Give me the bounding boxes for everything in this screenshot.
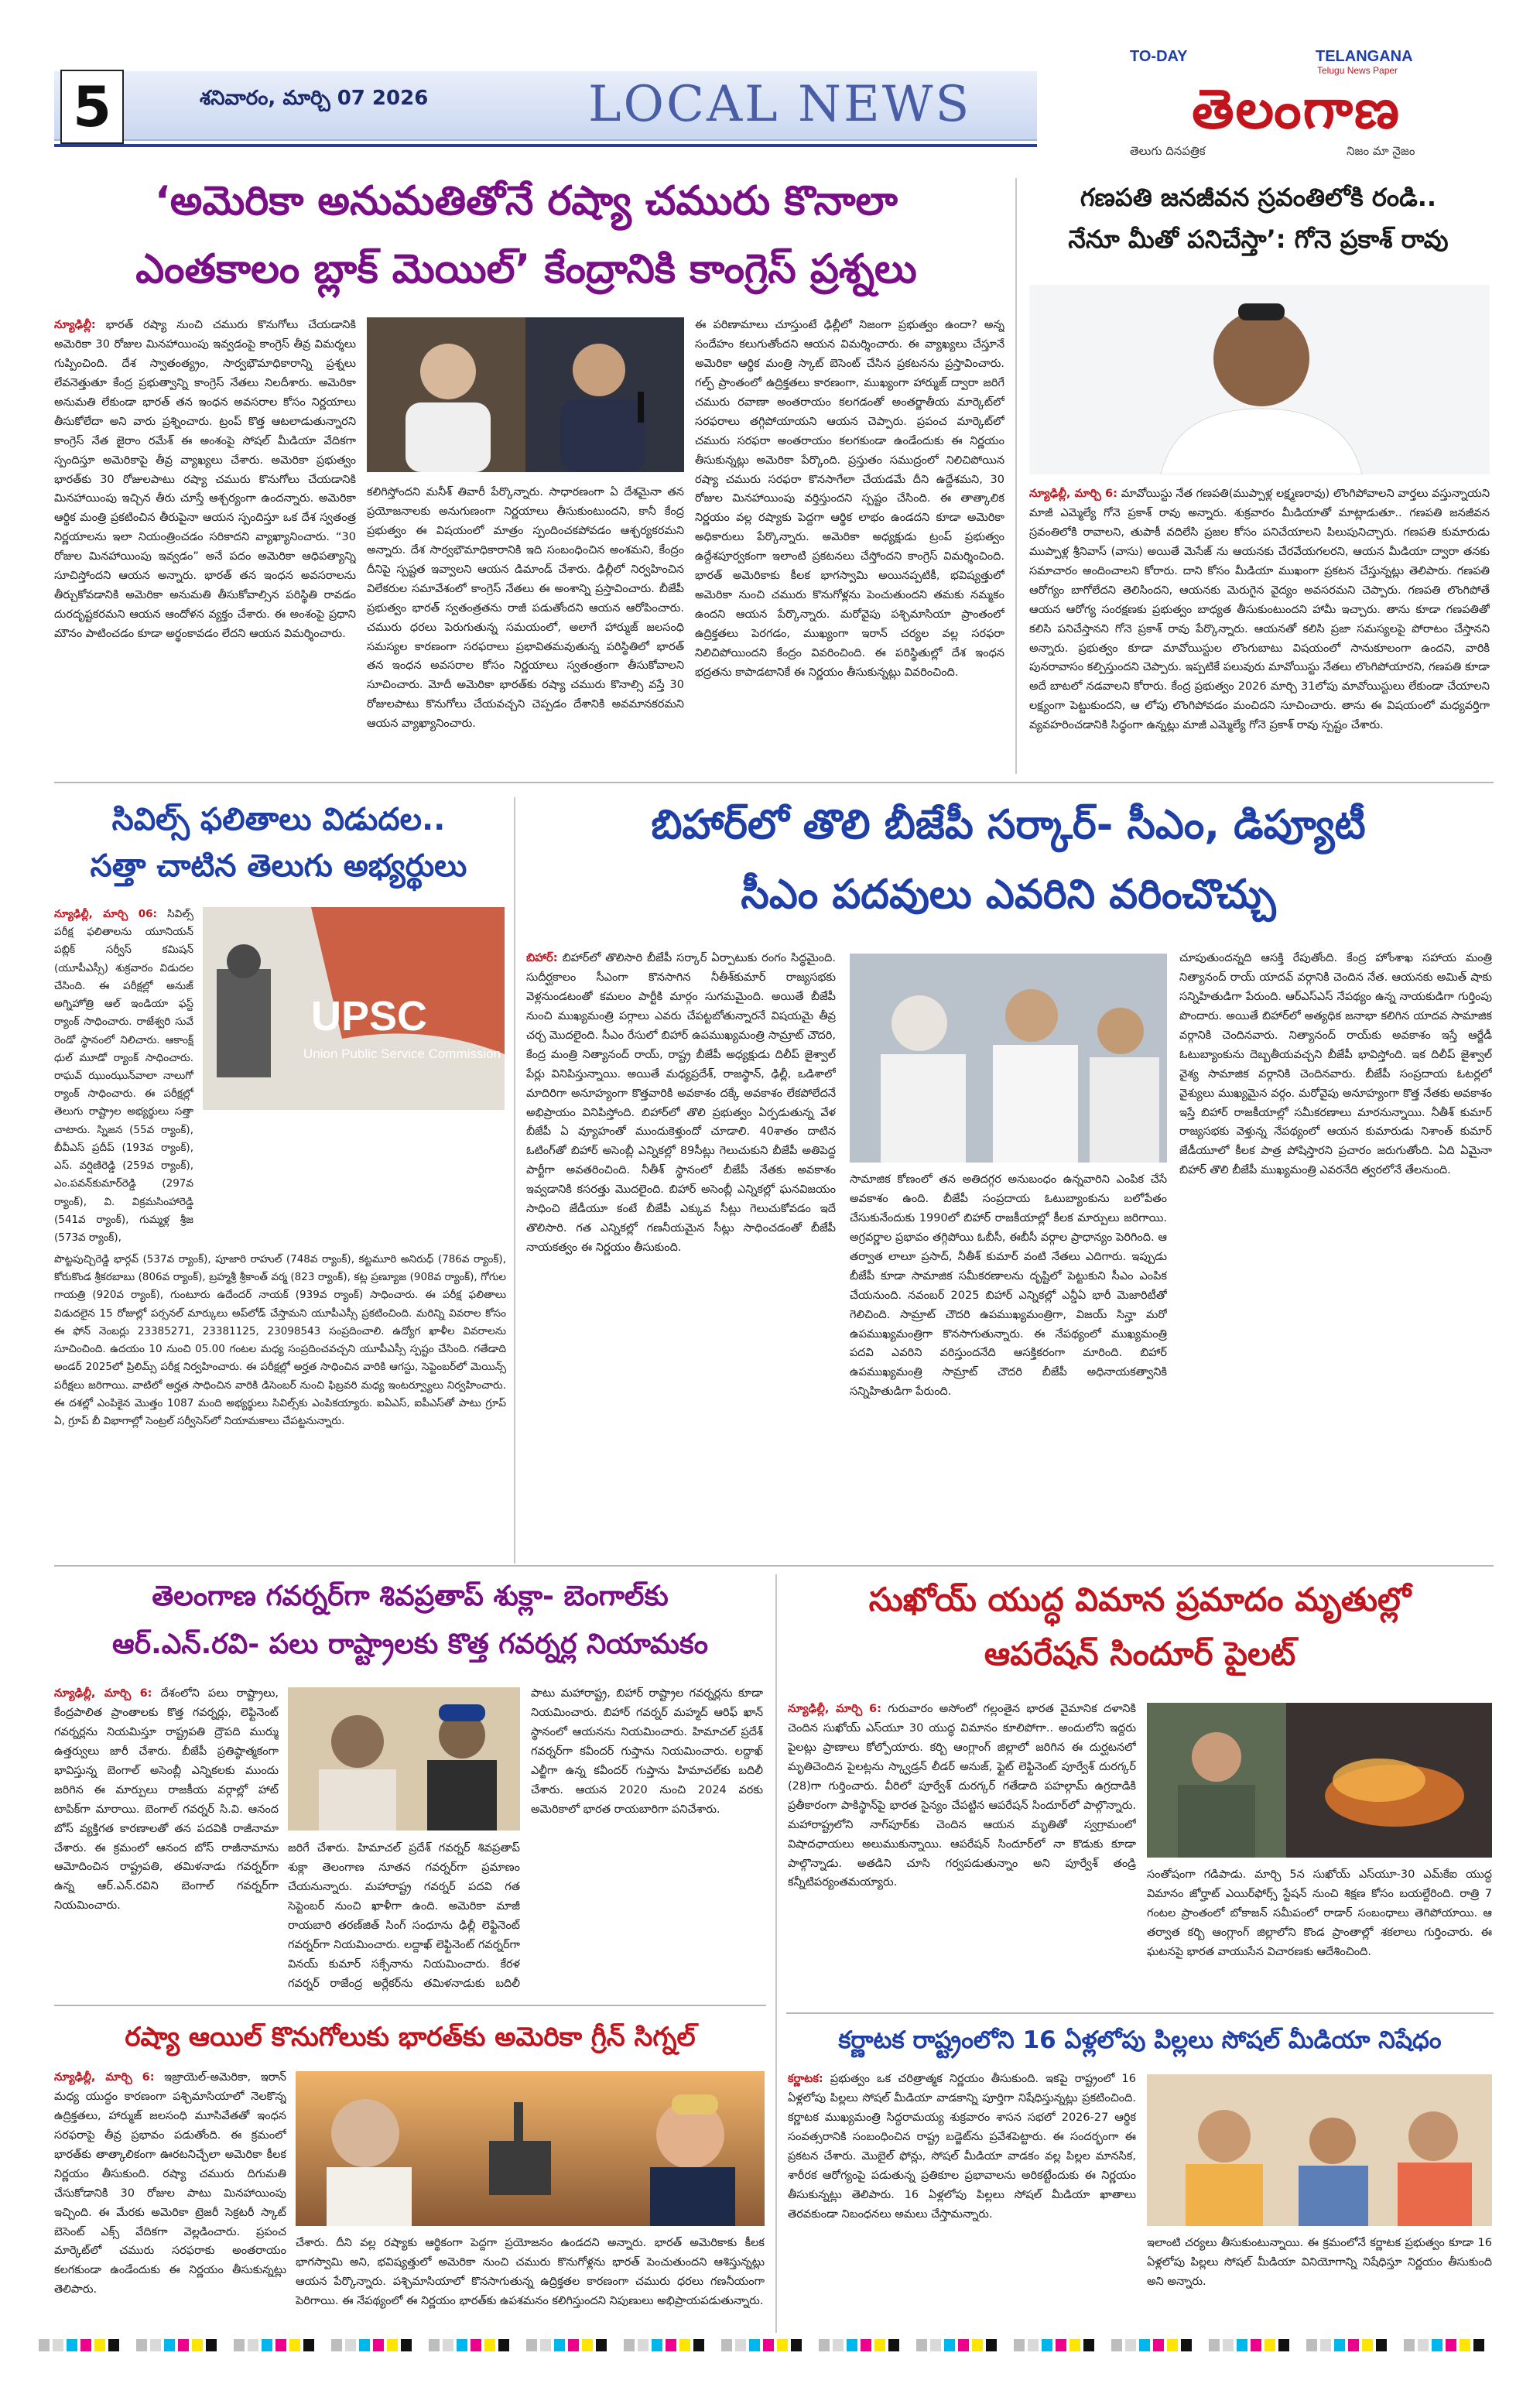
registration-swatch [1306, 2339, 1317, 2351]
registration-swatch [80, 2339, 91, 2351]
registration-swatch [498, 2339, 509, 2351]
governor-photo [288, 1687, 520, 1830]
president-governors-photo [288, 1687, 520, 1830]
registration-swatch [345, 2339, 356, 2351]
registration-swatch [1390, 2339, 1401, 2351]
registration-swatch [303, 2339, 314, 2351]
sukhoi-headline-1: సుఖోయ్ యుద్ధ విమాన ప్రమాదం మృతుల్లో [868, 1580, 1412, 1618]
section-title: LOCAL NEWS [588, 76, 972, 133]
registration-swatch [624, 2339, 635, 2351]
russia-oil-col2 [367, 483, 684, 772]
registration-swatch [819, 2339, 830, 2351]
upsc-logo-sub: Union Public Service Commission [303, 1046, 501, 1061]
registration-swatch [777, 2339, 788, 2351]
registration-swatch [471, 2339, 481, 2351]
oil-signal-col2-text: చేశారు. దీని వల్ల రష్యాకు ఆర్థికంగా పెద్దగా ప్రయోజనం ఉండదని అన్నారు. భారత్ అమెరికాకు కీలక భాగస్వామి అని, భవిష్యత్తులో అమెరికా నుంచి చమురు కొనుగోళ్లను భారత్ పెంచుతుందని ఆశిస్తున్నట్లు ఆయన పేర్కొన్నారు. పశ్చిమాసియాలో కొనసాగుతున్న ఉద్రిక్తతల కారణంగా చమురు ధరలు గణనీయంగా పెరిగాయి. ఈ నేపథ్యంలో ఈ నిర్ణయం భారత్‌కు ఉపశమనం కలిగిస్తుందని నిపుణులు అభిప్రాయపడుతున్నారు. [296, 2237, 765, 2307]
registration-swatch [1153, 2339, 1164, 2351]
registration-swatch [972, 2339, 983, 2351]
ganapathi-photo [1029, 285, 1490, 474]
registration-swatch [359, 2339, 370, 2351]
registration-swatch [206, 2339, 217, 2351]
registration-swatch [874, 2339, 885, 2351]
registration-swatch [554, 2339, 565, 2351]
governor-col3-text: పాటు మహారాష్ట్ర, బిహార్ రాష్ట్రాల గవర్నర్లను కూడా నియమించారు. బిహార్ గవర్నర్ మహ్మద్ ఆరిఫ్ ఖాన్ స్థానంలో ఆయనను నియమించారు. హిమాచల్ ప్రదేశ్ గవర్నర్‌గా కవీందర్ గుప్తాను నియమించారు. లద్దాఖ్ ఎల్జీగా ఉన్న కవీందర్ గుప్తాను హిమాచల్‌కు బదిలీ చేశారు. ఆయన 2020 నుంచి 2024 వరకు అమెరికాలో భారత రాయబారిగా పనిచేశారు. [531, 1687, 763, 1816]
registration-swatch [1028, 2339, 1039, 2351]
registration-swatch [512, 2339, 523, 2351]
registration-swatch [902, 2339, 913, 2351]
children-phones-photo [1147, 2074, 1492, 2226]
pilot-crash-photo [1147, 1703, 1492, 1858]
modi-trump-oil-rig-photo [296, 2071, 765, 2226]
sukhoi-col2 [1147, 1865, 1492, 2005]
registration-swatch [387, 2339, 398, 2351]
registration-swatch [958, 2339, 969, 2351]
russia-oil-photo [367, 317, 684, 472]
bihar-col2 [850, 1170, 1167, 1557]
section-divider [54, 1565, 1494, 1567]
bihar-col2-text: సామాజిక కోణంలో తన అతిదగ్గర అనుబంధం ఉన్నవారిని ఎంపిక చేసే అవకాశం ఉంది. బీజేపీ సంప్రదాయ ఓటుబ్యాంకును బలోపేతం చేసుకునేందుకు 1990లో బిహార్ రాజకీయాల్లో కీలక మార్పులు జరిగాయి. అగ్రవర్ణాల ప్రభావం తగ్గిపోయి ఓబీసీ, ఈబీసీ వర్గాల ప్రాధాన్యం పెరిగింది. ఆ తర్వాత లాలూ ప్రసాద్, నీతీశ్ కుమార్ వంటి నేతలు ఎదిగారు. ఇప్పుడు బీజేపీ కూడా సామాజిక సమీకరణాలను దృష్టిలో పెట్టుకుని సీఎం ఎంపిక చేయనుంది. నవంబర్ 2025 బిహార్ ఎన్నికల్లో ఎన్డీఏ భారీ మెజారిటీతో గెలిచింది. సామ్రాట్ చౌదరి ఉపముఖ్యమంత్రిగా, విజయ్ సిన్హా మరో ఉపముఖ్యమంత్రిగా కొనసాగుతున్నారు. ఈ నేపథ్యంలో ముఖ్యమంత్రి పదవి ఎవరిని వరిస్తుందనేది ఆసక్తికరంగా మారింది. బిహార్ ఉపముఖ్యమంత్రి సామ్రాట్ చౌదరి బీజేపీ అధినాయకత్వానికి సన్నిహితుడిగా పేరుంది. [850, 1173, 1167, 1399]
oil-signal-headline: రష్యా ఆయిల్ కొనుగోలుకు భారత్‌కు అమెరికా గ్రీన్ సిగ్నల్ [125, 2022, 696, 2053]
registration-swatch [1265, 2339, 1275, 2351]
oil-signal-col1-text: ఇజ్రాయెల్-అమెరికా, ఇరాన్ మధ్య యుద్ధం కారణంగా పశ్చిమాసియాలో నెలకొన్న ఉద్రిక్తతలు, హార్ముజ్ జలసంధి మూసివేతతో ఇంధన సరఫరాపై తీవ్ర ప్రభావం పడుతోంది. ఈ క్రమంలో భారత్‌కు తాత్కాలికంగా ఊరటనిచ్చేలా అమెరికా కీలక నిర్ణయం తీసుకుంది. రష్యా చమురు దిగుమతి చేసుకోడానికి 30 రోజుల పాటు మినహాయింపు ఇచ్చింది. ఈ మేరకు అమెరికా ట్రెజరీ సెక్రటరీ స్కాట్ బెసెంట్ ఎక్స్ వేదికగా వెల్లడించారు. ప్రపంచ మార్కెట్‌లో చమురు సరఫరాకు అంతరాయం కలగకుండా ఉండేందుకు ఈ నిర్ణయం తీసుకున్నట్లు తెలిపారు. [54, 2071, 286, 2296]
print-color-bar [39, 2339, 1501, 2351]
registration-swatch [610, 2339, 621, 2351]
registration-swatch [1446, 2339, 1456, 2351]
registration-swatch [1460, 2339, 1470, 2351]
bihar-col3 [1179, 949, 1492, 1557]
registration-swatch [234, 2339, 245, 2351]
registration-swatch [1097, 2339, 1108, 2351]
registration-swatch [1209, 2339, 1220, 2351]
registration-swatch [1042, 2339, 1052, 2351]
bihar-col1 [526, 949, 836, 1557]
registration-swatch [1167, 2339, 1178, 2351]
registration-swatch [1014, 2339, 1025, 2351]
registration-swatch [53, 2339, 63, 2351]
bihar-headline-2: సీఎం పదవులు ఎవరిని వరించొచ్చు [741, 872, 1276, 918]
masthead-logo [1114, 48, 1486, 164]
masthead-brand-small: TELANGANA [1316, 48, 1413, 65]
registration-swatch [1139, 2339, 1150, 2351]
oil-signal-col1 [54, 2068, 286, 2331]
registration-swatch [192, 2339, 203, 2351]
page-number: 5 [60, 70, 124, 144]
registration-swatch [484, 2339, 495, 2351]
registration-swatch [150, 2339, 161, 2351]
registration-swatch [429, 2339, 440, 2351]
registration-swatch [443, 2339, 453, 2351]
column-divider [1015, 178, 1017, 774]
registration-swatch [1404, 2339, 1415, 2351]
registration-swatch [916, 2339, 927, 2351]
bihar-col1-text: బిహార్‌లో తొలిసారి బీజేపీ సర్కార్ ఏర్పాటుకు రంగం సిద్ధమైంది. సుదీర్ఘకాలం సీఎంగా కొనసాగిన నీతీశ్‌కుమార్ రాజ్యసభకు వెళ్లనుండటంతో కమలం పార్టీకి మార్గం సుగమమైంది. అయితే బీజేపీ నుంచి ముఖ్యమంత్రి పగ్గాలు ఎవరు చేపట్టబోతున్నారనే విషయమై తీవ్ర చర్చ మొదలైంది. సీఎం రేసులో బిహార్ ఉపముఖ్యమంత్రి సామ్రాట్ చౌదరి, కేంద్ర మంత్రి నిత్యానంద్ రాయ్, రాష్ట్ర బీజేపీ అధ్యక్షుడు దిలీప్ జైశ్వాల్ పేర్లు వినిపిస్తున్నాయి. అయితే మధ్యప్రదేశ్, రాజస్థాన్, ఢిల్లీ, ఒడిశాలో మాదిరిగా అనూహ్యంగా కొత్తవారికి అవకాశం దక్కే అవకాశం లేకపోలేదనే అభిప్రాయం వినిపిస్తోంది. బిహార్‌లో తొలి ప్రభుత్వం ఏర్పడుతున్న వేళ బీజేపీ ఏ వ్యూహంతో ముందుకెళ్తుందో చూడాలి. 40శాతం దాటిన ఓటింగ్‌తో బిహార్ అసెంబ్లీ ఎన్నికల్లో 89సీట్లు గెలుచుకుని బీజేపీ అతిపెద్ద పార్టీగా అవతరించింది. నీతీశ్ స్థానంలో బీజేపీ నేతకు అవకాశం ఇవ్వడానికి కసరత్తు మొదలైంది. బిహార్ అసెంబ్లీ ఎన్నికల్లో ఘనవిజయం సాధించి జేడీయూ కంటే బీజేపీ ఎక్కువ సీట్లు గెలుచుకోవడం ఇదే తొలిసారి. గత ఎన్నికల్లో గణనీయమైన సీట్లు సాధించడంతో బీజేపీ నాయకత్వం ఈ నిర్ణయం తీసుకుంది. [526, 952, 836, 1255]
governor-col1 [54, 1684, 279, 1994]
ganapathi-headline-2: నేనూ మీతో పనిచేస్తా’: గోనె ప్రకాశ్ రావు [1068, 224, 1449, 254]
karnataka-col1 [788, 2070, 1136, 2333]
sukhoi-headline-2: ఆపరేషన్ సిందూర్ పైలట్ [984, 1635, 1296, 1673]
registration-swatch [1473, 2339, 1484, 2351]
registration-swatch [1251, 2339, 1261, 2351]
civils-headline-1: సివిల్స్ ఫలితాలు విడుదల.. [111, 802, 446, 837]
masthead-tagline: Telugu News Paper [1317, 65, 1398, 76]
masthead-title: తెలంగాణ [1192, 77, 1401, 141]
registration-swatch [415, 2339, 426, 2351]
registration-swatch [526, 2339, 537, 2351]
registration-swatch [178, 2339, 189, 2351]
registration-swatch [888, 2339, 899, 2351]
registration-swatch [1376, 2339, 1387, 2351]
governor-headline-2: ఆర్.ఎన్.రవి- పలు రాష్ట్రాలకు కొత్త గవర్నర్ల నియామకం [112, 1628, 708, 1660]
civils-body-bottom-text: పొట్టపుచ్చిరెడ్డి భార్గవ్ (537వ ర్యాంక్), పూజారి రాహుల్ (748వ ర్యాంక్), కట్టమూరి అనిరుధ్ (786వ ర్యాంక్), కోరుకొండ శ్రీకరబాబు (806వ ర్యాంక్), బ్రహ్మశ్రీ శ్రీకాంత్ వర్మ (823 ర్యాంక్), కట్ల ప్రణ్యూజ (908వ ర్యాంక్), గోగుల గాయత్రి (920వ ర్యాంక్), గుంటూరు ఉదేందర్ నాయక్ (939వ ర్యాంక్) సాధించారు. ఈ పరీక్ష ఫలితాలు విడుదలైన 15 రోజుల్లో పర్సనల్ మార్కులు అప్‌లోడ్ చేస్తామని యూపీఎస్సీ ప్రకటించింది. మరిన్ని వివరాల కోసం ఈ ఫోన్ నెంబర్లు 23385271, 23381125, 23098543 సంప్రదించాలి. ఉద్యోగ ఖాళీల వివరాలను సూచించింది. ఉదయం 10 నుంచి 05.00 గంటల మధ్య సంప్రదించవచ్చని యూపీఎస్సీ స్పష్టం చేసింది. గతేడాది అండర్ 2025లో ప్రిలిమ్స్ పరీక్ష నిర్వహించారు. ఈ పరీక్షల్లో అర్హత సాధించిన వారికి ఆగస్టు, సెప్టెంబర్‌లో మెయిన్స్ పరీక్షలు జరిగాయి. వాటిలో అర్హత సాధించిన వారికి డిసెంబర్ నుంచి ఫిబ్రవరి మధ్య ఇంటర్వ్యూలు నిర్వహించారు. ఈ దశల్లో ఎంపికైన మొత్తం 1087 మంది అభ్యర్థులు సివిల్స్‌కు ఎంపికయ్యారు. ఐఏఎస్, ఐపీఎస్‌తో పాటు గ్రూప్ ఏ, గ్రూప్ బీ విభాగాల్లో సెంట్రల్ సర్వీసెస్‌లో నియామకాలు చేపట్టనున్నారు. [54, 1253, 506, 1427]
karnataka-headline: కర్ణాటక రాష్ట్రంలోని 16 ఏళ్లలోపు పిల్లలు సోషల్ మీడియా నిషేధం [838, 2026, 1442, 2054]
masthead-sub-left: తెలుగు దినపత్రిక [1130, 144, 1206, 158]
ganapathi-text: మావోయిస్టు నేత గణపతి(ముప్పాళ్ల లక్ష్మణరావు) లొంగిపోవాలని వార్తలు వస్తున్నాయని మాజీ ఎమ్మెల్యే గోనె ప్రకాశ్ రావు అన్నారు. శుక్రవారం మీడియాతో మాట్లాడుతూ.. గణపతి జనజీవన స్రవంతిలోకి రావాలని, తుపాకీ వదిలేసి ప్రజల కోసం పనిచేయాలని పిలుపునిచ్చారు. గణపతి కుమారుడు ముప్పాళ్ల శ్రీనివాస్ (వాసు) అయితే మెసేజ్ ను ఆయనకు చేరవేయగలరని, ఆయన మీడియా ద్వారా తనకు సమాచారం అందించాలని కోరారు. దాని కోసం మీడియా ముఖంగా ప్రకటన చేస్తున్నట్లు తెలిపారు. గణపతి ఆరోగ్యం బాగోలేదని తెలిసిందని, ఆయనకు మెరుగైన వైద్యం అవసరమని చెప్పారు. గణపతి లొంగిపోతే ఆయన ఆరోగ్య సంరక్షణకు ప్రభుత్వం బాధ్యత తీసుకుంటుందని హామీ ఇచ్చారు. తాను కూడా గణపతితో కలిసి పనిచేస్తానని గోనె ప్రకాశ్ రావు పేర్కొన్నారు. ఆయనతో కలిసి ప్రజా సమస్యలపై పోరాటం చేస్తానని అన్నారు. ప్రభుత్వం కూడా మావోయిస్టుల లొంగుబాటు విషయంలో సానుకూలంగా ఉందని, వారికి పునరావాసం కల్పిస్తుందని చెప్పారు. ఇప్పటికే పలువురు మావోయిస్టు నేతలు లొంగిపోయారని, గణపతి కూడా అదే బాటలో నడవాలని కోరారు. కేంద్ర ప్రభుత్వం 2026 మార్చి 31లోపు మావోయిస్టులు లేకుండా చేయాలని లక్ష్యంగా పెట్టుకుందని, ఆ లోపు లొంగిపోవడం మంచిదని సూచించారు. తాను ఈ విషయంలో మధ్యవర్తిగా వ్యవహరించడానికి సిద్ధంగా ఉన్నట్లు మాజీ ఎమ్మెల్యే గోనె ప్రకాశ్ రావు స్పష్టం చేశారు. [1029, 488, 1490, 732]
registration-swatch [847, 2339, 857, 2351]
registration-swatch [1334, 2339, 1345, 2351]
oil-signal-dateline: న్యూఢిల్లీ, మార్చి 6: [54, 2071, 155, 2084]
registration-swatch [317, 2339, 328, 2351]
oil-signal-col2 [296, 2234, 765, 2333]
civils-body-top-text: సివిల్స్ పరీక్ష ఫలితాలను యూనియన్ పబ్లిక్ సర్వీస్ కమిషన్ (యూపీఎస్సీ) శుక్రవారం విడుదల చేసింది. ఈ పరీక్షల్లో అనుజ్ అగ్నిహోత్రి ఆల్ ఇండియా ఫస్ట్ ర్యాంక్ సాధించారు. రాజేశ్వరి సువే రెండో స్థానంలో నిలిచారు. ఆకాంక్ష్ ధుల్ మూడో ర్యాంక్ సాధించారు. రాఘవ్ ఝుంఝున్‌వాలా నాలుగో ర్యాంక్ సాధించారు. ఈ పరీక్షల్లో తెలుగు రాష్ట్రాల అభ్యర్థులు సత్తా చాటారు. స్నిజన (55వ ర్యాంక్), బీవీఎస్ ప్రదీప్ (193వ ర్యాంక్), ఎస్. వర్షిణిరెడ్డి (259వ ర్యాంక్), ఎం.పవన్‌కుమార్‌రెడ్డి (297వ ర్యాంక్), వి. విక్రమసింహారెడ్డి (541వ ర్యాంక్), గుమ్మళ్ల శ్రీజ (573వ ర్యాంక్), [54, 908, 193, 1244]
registration-swatch [275, 2339, 286, 2351]
registration-swatch [94, 2339, 105, 2351]
registration-swatch [331, 2339, 342, 2351]
registration-swatch [1125, 2339, 1136, 2351]
karnataka-dateline: కర్ణాటక: [788, 2073, 823, 2085]
russia-oil-col3 [695, 316, 1004, 772]
registration-swatch [1181, 2339, 1192, 2351]
registration-swatch [707, 2339, 718, 2351]
registration-swatch [108, 2339, 119, 2351]
registration-swatch [1278, 2339, 1289, 2351]
registration-swatch [1237, 2339, 1247, 2351]
ganapathi-body [1029, 485, 1490, 772]
registration-swatch [568, 2339, 579, 2351]
ganapathi-headline-1: గణపతి జనజీవన స్రవంతిలోకి రండి.. [1080, 183, 1437, 212]
gone-prakash-rao-photo [1029, 285, 1490, 474]
registration-swatch [1111, 2339, 1122, 2351]
masthead-sub-right: నిజం మా నైజం [1347, 144, 1415, 158]
bihar-headline-1: బిహార్‌లో తొలి బీజేపీ సర్కార్- సీఎం, డిప్యూటీ [651, 802, 1366, 848]
registration-swatch [401, 2339, 412, 2351]
section-divider [54, 782, 1494, 783]
registration-swatch [652, 2339, 662, 2351]
registration-swatch [596, 2339, 607, 2351]
civils-dateline: న్యూఢిల్లీ, మార్చి 06: [54, 908, 157, 920]
registration-swatch [373, 2339, 384, 2351]
governor-col2-text: జరిగే చేశారు. హిమాచల్ ప్రదేశ్ గవర్నర్ శివప్రతాప్ శుక్లా తెలంగాణ నూతన గవర్నర్‌గా ప్రమాణం చేయనున్నారు. మహారాష్ట్ర గవర్నర్ పదవి గత సెప్టెంబర్ నుంచి ఖాళీగా ఉంది. అమెరికా మాజీ రాయబారి తరణ్‌జిత్ సింగ్ సంధూను ఢిల్లీ లెఫ్టినెంట్ గవర్నర్‌గా నియమించారు. లద్దాఖ్ లెఫ్టినెంట్ గవర్నర్‌గా వినయ్ కుమార్ సక్సేనాను నియమించారు. కేరళ గవర్నర్ రాజేంద్ర అర్లేకర్‌ను తమిళనాడుకు బదిలీ [288, 1842, 520, 1990]
sukhoi-dateline: న్యూఢిల్లీ, మార్చి 6: [788, 1703, 881, 1715]
registration-swatch [1418, 2339, 1429, 2351]
registration-swatch [666, 2339, 676, 2351]
issue-date: శనివారం, మార్చి 07 2026 [200, 87, 429, 110]
sukhoi-col2-text: సంతోషంగా గడిపాడు. మార్చి 5న సుఖోయ్ ఎస్‌యూ-30 ఎమ్‌కేఐ యుద్ధ విమానం జోర్హాట్ ఎయిర్‌ఫోర్స్ స్టేషన్ నుంచి శిక్షణ కోసం బయల్దేరింది. రాత్రి 7 గంటల ప్రాంతంలో బోకాజన్ సమీపంలో రాడార్ సంబంధాలు తెగిపోయాయి. ఆ తర్వాత కర్బి ఆంగ్లాంగ్ జిల్లాలోని కొండ ప్రాంతాల్లో శకలాలు గుర్తించారు. ఈ ఘటనపై భారత వాయుసేన విచారణకు ఆదేశించింది. [1147, 1868, 1492, 1958]
registration-swatch [805, 2339, 816, 2351]
russia-oil-col1-text: భారత్ రష్యా నుంచి చమురు కొనుగోలు చేయడానికి అమెరికా 30 రోజుల మినహాయింపు ఇవ్వడంపై కాంగ్రెస్ తీవ్ర విమర్శలు గుప్పించింది. దేశ స్వాతంత్య్రం, సార్వభౌమాధికారాన్ని ప్రశ్నలు లేవనెత్తుతూ కేంద్ర ప్రభుత్వాన్ని కాంగ్రెస్ నేతలు నిలదీశారు. అమెరికా అనుమతి లేకుండా భారత్ తన ఇంధన అవసరాల కోసం నిర్ణయాలు తీసుకోలేదా అని వారు ప్రశ్నించారు. ట్రంప్ కొత్త ఆటలాడుతున్నారని కాంగ్రెస్ నేత జైరాం రమేశ్ ఈ అంశంపై సోషల్ మీడియా వేదికగా స్పందిస్తూ అమెరికాపై తీవ్ర వ్యాఖ్యలు చేశారు. అమెరికా ప్రభుత్వం భారత్‌కు 30 రోజులపాటు రష్యా చమురు కొనుగోలు చేయడానికి మినహాయింపు ఇచ్చిన తీరు చూస్తే ఆశ్చర్యంగా ఉందన్నారు. అమెరికా ఆర్థిక మంత్రి ప్రకటించిన తీరుపైనా ఆయన స్పందిస్తూ ఒక దేశ స్వతంత్ర నిర్ణయాలను ఇలా నియంత్రించడం సరికాదని వ్యాఖ్యానించారు. “30 రోజుల మినహాయింపు ఇవ్వడం” అనే పదం అమెరికా ఆధిపత్యాన్ని సూచిస్తోందని ఆయన అన్నారు. భారత్ తన ఇంధన అవసరాలను తీర్చుకోవడానికి అమెరికా అనుమతి తీసుకోవాల్సిన పరిస్థితి రావడం దురదృష్టకరమని ఆయన ఆందోళన వ్యక్తం చేశారు. ఈ అంశంపై ప్రధాని మౌనం పాటించడం కూడా అర్థంకావడం లేదని ఆయన విమర్శించారు. [54, 319, 356, 640]
registration-swatch [1083, 2339, 1094, 2351]
governor-headline-1: తెలంగాణ గవర్నర్‌గా శివప్రతాప్ శుక్లా- బెంగాల్‌కు [152, 1580, 669, 1612]
registration-swatch [248, 2339, 258, 2351]
ganapathi-dateline: న్యూఢిల్లీ, మార్చి 6: [1029, 488, 1117, 500]
sukhoi-col1-text: గురువారం అసోంలో గల్లంతైన భారత వైమానిక దళానికి చెందిన సుఖోయ్ ఎస్‌యూ 30 యుద్ధ విమానం కూలిపోగా.. అందులోని ఇద్దరు పైలట్లు ప్రాణాలు కోల్పోయారు. కర్బి ఆంగ్లాంగ్ జిల్లాలో జరిగిన ఈ దుర్ఘటనలో మృతిచెందిన పైలట్లను స్క్వాడ్రన్ లీడర్ అనుజ్, ఫ్లైట్ లెఫ్టినెంట్ పూర్వేశ్ దురగ్కర్ (28)గా గుర్తించారు. వీరిలో పూర్వేశ్ దురగ్కర్ గతేడాది పహల్గామ్ ఉగ్రదాడికి ప్రతీకారంగా పాకిస్థాన్‌పై భారత సైన్యం చేపట్టిన ఆపరేషన్ సిందూర్‌లో పాల్గొన్నారు. మహారాష్ట్రలోని నాగ్‌పూర్‌కు చెందిన ఆయన మృతితో స్వగ్రామంలో విషాదఛాయలు అలుముకున్నాయి. ఆపరేషన్ సిందూర్‌లో నా కొడుకు కూడా పాల్గొన్నాడు. అతడిని చూసి గర్వపడుతున్నాం అని పూర్వేశ్ తండ్రి కన్నీటిపర్యంతమయ్యారు. [788, 1703, 1136, 1889]
russia-oil-col3-text: ఈ పరిణామాలు చూస్తుంటే ఢిల్లీలో నిజంగా ప్రభుత్వం ఉందా? అన్న సందేహం కలుగుతోందని ఆయన విమర్శించారు. ఈ వ్యాఖ్యలు చేస్తూనే అమెరికా ఆర్థిక మంత్రి స్కాట్ బెసెంట్ చేసిన ప్రకటనను ప్రస్తావించారు. గల్ఫ్ ప్రాంతంలో ఉద్రిక్తతలు కారణంగా, ముఖ్యంగా హార్ముజ్ ద్వారా జరిగే చమురు రవాణా అంతరాయం కలగడంతో అంతర్జాతీయ మార్కెట్‌లో సరఫరాలు తగ్గిపోయాయని ఆయన చెప్పారు. ప్రపంచ మార్కెట్‌లో చమురు సరఫరా అంతరాయం కలగకుండా ఉండేందుకు ఈ నిర్ణయం తీసుకున్నట్లు అమెరికా పేర్కొంది. ప్రస్తుతం సముద్రంలో నిలిచిపోయిన రష్యా చమురు సరఫరా కొనసాగేలా చేయడమే దీని ఉద్దేశమని, 30 రోజుల మినహాయింపు వర్తిస్తుందని స్పష్టం చేసింది. ఈ తాత్కాలిక నిర్ణయం వల్ల రష్యాకు పెద్దగా ఆర్థిక లాభం ఉండదని కూడా అమెరికా అధికారులు పేర్కొన్నారు. అమెరికా అధ్యక్షుడు ట్రంప్ ప్రభుత్వం ఉద్దేశపూర్వకంగా ఇలాంటి ప్రకటనలు చేస్తోందని కాంగ్రెస్ విమర్శించింది. భారత్ అమెరికాకు కీలక భాగస్వామి అయినప్పటికీ, భవిష్యత్తులో అమెరికా నుంచి చమురు కొనుగోళ్లను పెంచుతుందని తమకు నమ్మకం ఉందని ఆయన పేర్కొన్నారు. మరోవైపు పశ్చిమాసియా ప్రాంతంలో ఉద్రిక్తతలు పెరగడం, ముఖ్యంగా ఇరాన్ చర్యల వల్ల సరఫరా నిలిచిపోయిందని కేంద్రం వివరించింది. ఈ పరిస్థితుల్లో దేశ ఇంధన భద్రతను కాపాడటానికే ఈ నిర్ణయం తీసుకున్నట్లు వివరించింది. [695, 319, 1004, 679]
russia-oil-headline-2: ఎంతకాలం బ్లాక్ మెయిల్’ కేంద్రానికి కాంగ్రెస్ ప్రశ్నలు [135, 246, 917, 293]
bihar-col3-text: చూపుతుందన్నది ఆసక్తి రేపుతోంది. కేంద్ర హోంశాఖ సహాయ మంత్రి నిత్యానంద్ రాయ్ యాదవ్ వర్గానికి చెందిన నేత. ఆయనకు అమిత్ షాకు సన్నిహితుడిగా పేరుంది. ఆర్ఎస్ఎస్ నేపథ్యం ఉన్న నాయకుడిగా గుర్తింపు పొందారు. అయితే బిహార్‌లో అత్యధిక జనాభా కలిగిన యాదవ సామాజిక వర్గానికి చెందినవారు. నిత్యానంద్ రాయ్‌కు అవకాశం ఇస్తే ఆర్జేడీ ఓటుబ్యాంకును దెబ్బతీయవచ్చని బీజేపీ భావిస్తోంది. ఇక దిలీప్ జైశ్వాల్ వైశ్య సామాజిక వర్గానికి చెందినవారు. బీజేపీ సంప్రదాయ ఓటర్లలో వైశ్యులు ముఖ్యమైన వర్గం. మరోవైపు అనూహ్యంగా కొత్త నేతకు అవకాశం ఇస్తే బిహార్ రాజకీయాల్లో సమీకరణాలు మారనున్నాయి. నీతీశ్ కుమార్ రాజ్యసభకు వెళ్తున్న నేపథ్యంలో ఆయన కుమారుడు నిశాంత్ కుమార్ జేడీయూలో కీలక పాత్ర పోషిస్తారని ప్రచారం జరుగుతోంది. ఏది ఏమైనా బిహార్ తొలి బీజేపీ ముఖ్యమంత్రి ఎవరనేది త్వరలోనే తేలనుంది. [1179, 952, 1492, 1177]
registration-swatch [1348, 2339, 1359, 2351]
registration-swatch [833, 2339, 844, 2351]
governor-col2 [288, 1839, 520, 1994]
registration-swatch [136, 2339, 147, 2351]
registration-swatch [457, 2339, 467, 2351]
section-divider [54, 2005, 766, 2006]
registration-swatch [749, 2339, 760, 2351]
bihar-photo [850, 954, 1167, 1163]
registration-swatch [67, 2339, 77, 2351]
russia-oil-headline-1: ‘అమెరికా అనుమతితోనే రష్యా చమురు కొనాలా [155, 178, 898, 224]
oil-signal-photo [296, 2071, 765, 2226]
registration-swatch [791, 2339, 802, 2351]
registration-swatch [735, 2339, 746, 2351]
karnataka-col2 [1147, 2234, 1492, 2333]
registration-swatch [1432, 2339, 1442, 2351]
registration-swatch [763, 2339, 774, 2351]
registration-swatch [1056, 2339, 1066, 2351]
registration-swatch [1069, 2339, 1080, 2351]
governor-col3 [531, 1684, 763, 1994]
registration-swatch [693, 2339, 704, 2351]
registration-swatch [1223, 2339, 1234, 2351]
registration-swatch [220, 2339, 231, 2351]
column-divider [775, 1574, 777, 2333]
registration-swatch [289, 2339, 300, 2351]
registration-swatch [164, 2339, 175, 2351]
civils-photo [203, 907, 505, 1110]
karnataka-photo [1147, 2074, 1492, 2226]
civils-body-top [54, 906, 193, 1249]
russia-oil-col2-text: కలిగిస్తోందని మనీశ్ తివారీ పేర్కొన్నారు. సాధారణంగా ఏ దేశమైనా తన ప్రయోజనాలకు అనుగుణంగా నిర్ణయాలు తీసుకుంటుందని, కానీ కేంద్ర ప్రభుత్వం ఈ విషయంలో మాత్రం స్పందించకపోవడం ఆశ్చర్యకరమని అన్నారు. దేశ సార్వభౌమాధికారానికి ఇది సంబంధించిన అంశమని, కేంద్రం దీనిపై స్పష్టత ఇవ్వాలని ఆయన డిమాండ్ చేశారు. ఢిల్లీలో నిర్వహించిన విలేకరుల సమావేశంలో కాంగ్రెస్ నేతలు ఈ అంశాన్ని ప్రస్తావించారు. బీజేపీ ప్రభుత్వం భారత్ స్వతంత్రతను రాజీ పడుతోందని ఆయన ఆరోపించారు. చమురు ధరలు పెరుగుతున్న సమయంలో, అలాగే హార్ముజ్ జలసంధి సమస్యల కారణంగా సరఫరాలు ప్రభావితమవుతున్న పరిస్థితిలో భారత్ తన ఇంధన అవసరాల కోసం నిర్ణయాలు స్వతంత్రంగా తీసుకోవాలని సూచించారు. మోదీ అమెరికా భారత్‌కు రష్యా చమురు కొనాల్సి వస్తే 30 రోజులపాటు కొనుగోలు చేయవచ్చని చెప్పడం దేశానికి అవమానకరమని ఆయన వ్యాఖ్యానించారు. [367, 486, 684, 731]
registration-marks [39, 2339, 1501, 2351]
registration-swatch [1362, 2339, 1373, 2351]
upsc-logo-text: UPSC [311, 993, 428, 1039]
masthead-today: TO-DAY [1130, 48, 1188, 65]
registration-swatch [638, 2339, 649, 2351]
registration-swatch [721, 2339, 732, 2351]
russia-oil-col1 [54, 316, 356, 772]
registration-swatch [679, 2339, 690, 2351]
registration-swatch [262, 2339, 272, 2351]
bjp-leaders-photo [850, 954, 1167, 1163]
column-divider [514, 797, 515, 1563]
registration-swatch [39, 2339, 50, 2351]
sukhoi-photo [1147, 1703, 1492, 1858]
registration-swatch [930, 2339, 941, 2351]
registration-swatch [122, 2339, 133, 2351]
congress-leaders-photo [367, 317, 684, 472]
header-rule [54, 144, 1037, 147]
russia-oil-dateline: న్యూఢిల్లీ: [54, 319, 96, 331]
karnataka-col2-text: ఇలాంటి చర్యలు తీసుకుంటున్నాయి. ఈ క్రమంలోనే కర్ణాటక ప్రభుత్వం కూడా 16 ఏళ్లలోపు పిల్లలు సోషల్ మీడియా వినియోగాన్ని నిషేధిస్తూ నిర్ణయం తీసుకుంది అని అన్నారు. [1147, 2237, 1492, 2288]
governor-col1-text: దేశంలోని పలు రాష్ట్రాలు, కేంద్రపాలిత ప్రాంతాలకు కొత్త గవర్నర్లు, లెఫ్టినెంట్ గవర్నర్లను నియమిస్తూ రాష్ట్రపతి ద్రౌపది ముర్ము ఉత్తర్వులు జారీ చేశారు. బీజేపీ ప్రతిష్ఠాత్మకంగా భావిస్తున్న బెంగాల్ అసెంబ్లీ ఎన్నికలకు ముందు జరిగిన ఈ మార్పులు రాజకీయ వర్గాల్లో హాట్ టాపిక్‌గా మారాయి. బెంగాల్ గవర్నర్ సి.వి. ఆనంద బోస్ వ్యక్తిగత కారణాలతో తన పదవికి రాజీనామా చేశారు. ఈ క్రమంలో ఆనంద బోస్ రాజీనామాను ఆమోదించిన రాష్ట్రపతి, తమిళనాడు గవర్నర్‌గా ఉన్న ఆర్.ఎన్.రవిని బెంగాల్ గవర్నర్‌గా నియమించారు. [54, 1687, 279, 1913]
registration-swatch [582, 2339, 593, 2351]
registration-swatch [1195, 2339, 1206, 2351]
registration-swatch [1292, 2339, 1303, 2351]
registration-swatch [540, 2339, 551, 2351]
sukhoi-col1 [788, 1700, 1136, 2005]
registration-swatch [1320, 2339, 1331, 2351]
registration-swatch [861, 2339, 871, 2351]
registration-swatch [944, 2339, 955, 2351]
governor-dateline: న్యూఢిల్లీ, మార్చి 6: [54, 1687, 152, 1700]
bihar-dateline: బిహార్: [526, 952, 558, 964]
civils-body-bottom [54, 1251, 506, 1557]
section-divider [786, 2012, 1494, 2014]
registration-swatch [1487, 2339, 1498, 2351]
registration-swatch [1000, 2339, 1011, 2351]
civils-headline-2: సత్తా చాటిన తెలుగు అభ్యర్థులు [90, 848, 467, 884]
karnataka-col1-text: ప్రభుత్వం ఒక చరిత్రాత్మక నిర్ణయం తీసుకుంది. ఇకపై రాష్ట్రంలో 16 ఏళ్లలోపు పిల్లలు సోషల్ మీడియా వాడకాన్ని పూర్తిగా నిషేధిస్తున్నట్లు ప్రకటించింది. కర్ణాటక ముఖ్యమంత్రి సిద్ధరామయ్య శుక్రవారం శాసన సభలో 2026-27 ఆర్థిక సంవత్సరానికి సంబంధించిన రాష్ట్ర బడ్జెట్‌ను ప్రవేశపెట్టారు. ఈ సందర్భంగా ఈ ప్రకటన చేశారు. మొబైల్ ఫోన్లు, సోషల్ మీడియా వాడకం వల్ల పిల్లల మానసిక, శారీరక ఆరోగ్యంపై పడుతున్న ప్రతికూల ప్రభావాలను అరికట్టేందుకు ఈ నిర్ణయం తీసుకున్నట్లు తెలిపారు. 16 ఏళ్లలోపు పిల్లలు సోషల్ మీడియా ఖాతాలు తెరవకుండా నిబంధనలు అమలు చేస్తామన్నారు. [788, 2073, 1136, 2221]
registration-swatch [986, 2339, 997, 2351]
